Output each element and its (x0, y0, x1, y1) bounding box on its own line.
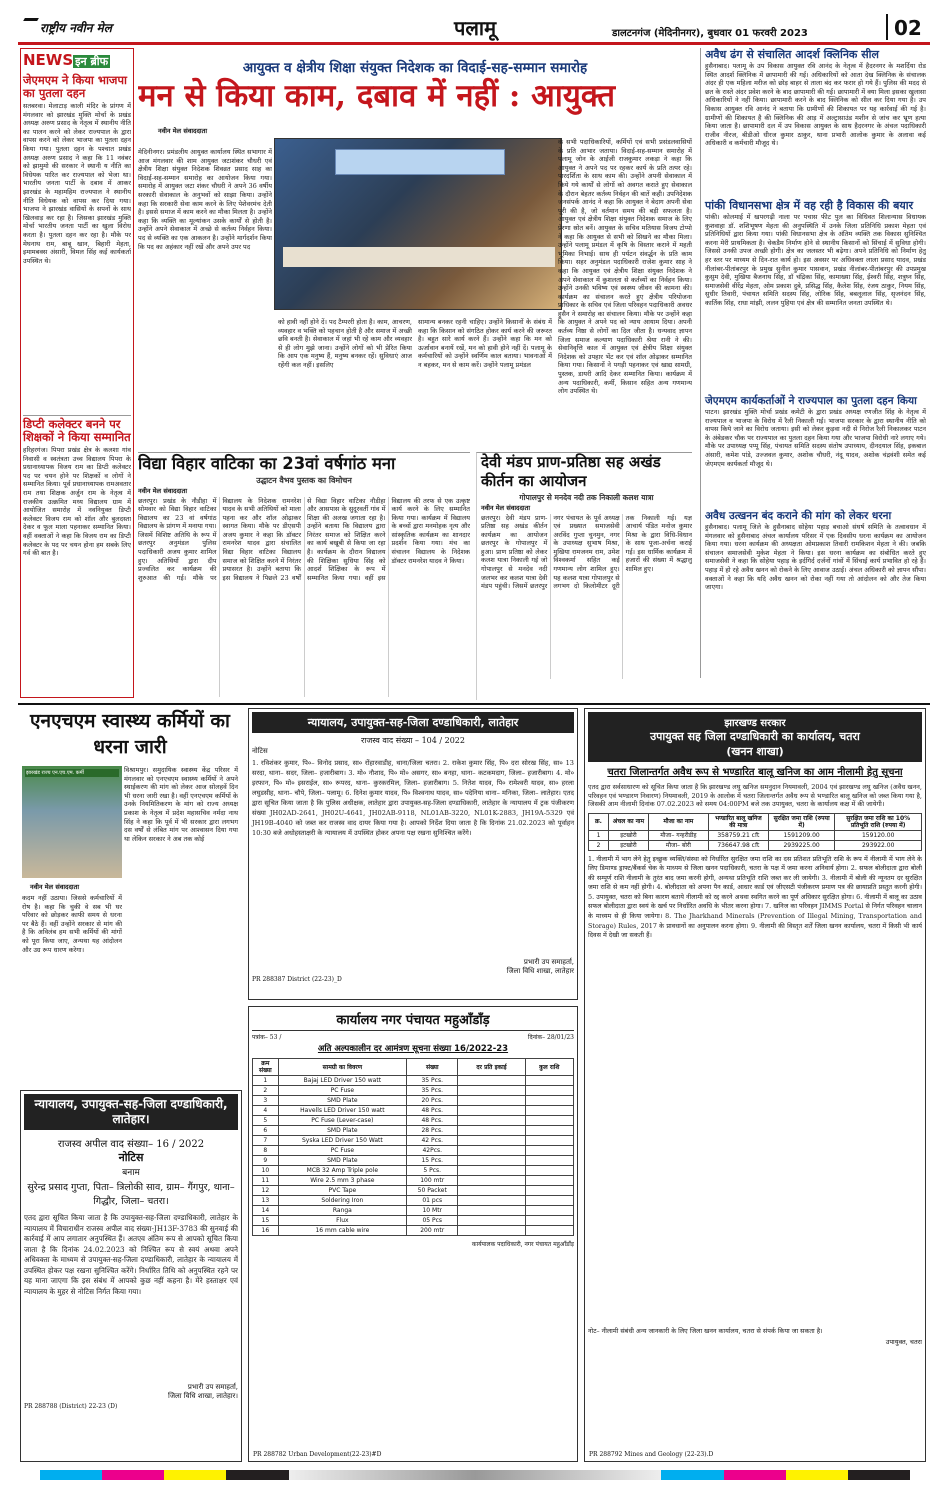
chatra-col-0: क्र. (589, 813, 609, 830)
lead-body (138, 138, 692, 444)
tender-item-cell: MCB 32 Amp Triple pole (278, 1166, 406, 1176)
devi-byline: नवीन मेल संवाददाता (481, 504, 530, 512)
tender-item-cell: 05 Pcs (407, 1216, 458, 1226)
tender-item-cell: 35 Pcs. (407, 1076, 458, 1086)
header-rule (18, 42, 930, 45)
tender-item-cell: 28 Pcs. (407, 1126, 458, 1136)
tender-item-cell: 13 (253, 1196, 279, 1206)
devi-body: छतरपुर। देवी मंडप प्राण-प्रतिष्ठा सह अखंड कीर्तन कार्यक्रम का आयोजन छतरपुर के गोपालपुर में हुआ। प्राण प्रतिष्ठा को लेकर कलश यात्रा निकाली गई जो गोपालपुर से मनदेव नदी जलभर कर कलश यात्रा देवी मंडप पहुंची। जिसमें छतरपुर नगर पंचायत के पूर्व अध्यक्ष एवं प्रख्यात समाजसेवी अरविंद गुप्ता चुनमुन, नगर के उपाध्यक्ष सुभाष मिश्रा, मुखिया रामजनम राम, उमेश विश्वकर्मा सहित कई गणमान्य लोग शामिल हुए। यह कलश यात्रा गोपालपुर से लगभग दो किलोमीटर दूरी तक निकाली गई। यज्ञ आचार्य पंडित मनोज कुमार मिश्रा के द्वारा विधि-विधान के साथ पूजा-अर्चना कराई गई। इस धार्मिक कार्यक्रम में हजारों की संख्या में श्रद्धालु शामिल हुए। (481, 513, 692, 591)
tender-item-cell (458, 1136, 525, 1146)
appeal-notice-label: नोटिस (118, 1151, 144, 1164)
tender-item-cell (458, 1076, 525, 1086)
nhm-byline: नवीन मेल संवाददाता (30, 883, 79, 891)
swatch-gray (289, 1470, 662, 1480)
news-brief-tag (23, 51, 131, 71)
tender-col-total: कुल राशि (525, 1059, 573, 1076)
brief-tag: इन ब्रीफ (75, 55, 109, 68)
revenue-notice-body: 1. रविशंकर कुमार, पि०– विनोद प्रसाद, सा० रोंहारवाडीह, थाना/जिला चतरा। 2. राकेश कुमार सिंह, पि० दरा सोरख सिंह, सा० 13 सरदा, थाना– सदर, जिला– हजारीबाग। 3. मो० नौशाद, पि० मो० असगर, सा० बनहा, थाना– कटकमदाग, जिला– हजारीबाग। 4. मो० इरफान, पि० मो० इसराईल, सा० रूपरद, थाना– कुरकरमिल, जिला– हजारीबाग। 5. नितेश यादव, पि० रामेश्वरी यादव, सा० हरला लघुडसीह, थाना– चौपे, जिला– पलामू। 6. दिनेश कुमार यादव, पि० विश्वनाथ यादव, सा० पदेनिया थाना– मनिका, जिला– लातेहार। एतद द्वारा सूचित किया जाता है कि पुलिस अधीक्षक, लातेहार द्वारा उपायुक्त-सह-जिला दण्डाधिकारी, लातेहार के न्यायालय में ट्रक पंजीकरण संख्या JH02AD-2641, JH02U-4641, JH02AB-9118, NL01AB-3220, NL01K-2883, JH19A-5329 एवं JH19B-4040 को जब्त कर राजस्व वाद दायर किया गया है। आपको निर्देश दिया जाता है कि दिनांक 21.02.2023 को पूर्वाहन 10:30 बजे अधोहस्ताक्षरी के न्यायालय में उपस्थित होकर अपना पक्ष रखना सुनिश्चित करेंगे। (252, 759, 574, 837)
tender-item-cell: 200 mtr (407, 1226, 458, 1236)
tender-item-cell (525, 1176, 573, 1186)
appeal-party: सुरेन्द्र प्रसाद गुप्ता, पिता– त्रिलोकी साव, ग्राम– गैंगपुर, थाना– गिद्धौर, जिला– चतरा। (27, 1182, 235, 1207)
lead-body-column: को हावी नहीं होने दें। पद टैम्पररी होता है। काम, आचरण, व्यवहार व भक्ति को पहचान होती है और समाज में अच्छी छवि बनती है। सेवाकाल में जहां भी रहे काम और व्यवहार से ही लोग मुझे जाना। उन्होंने लोगों को भी प्रेरित किया कि आप एक मनुष्य हैं, मनुष्य बनकर रहें। सुविधाएं आज रहेंगी कल नहीं। इसलिए (278, 318, 412, 369)
chatra-office: उपायुक्त सह जिला दण्डाधिकारी का कार्यालय, चतरा (650, 730, 860, 743)
chatra-lot-cell: इटखोरी (608, 830, 648, 840)
chatra-lot-cell: 293922.00 (835, 840, 922, 850)
tender-item-cell (458, 1166, 525, 1176)
tender-col-qty: संख्या (407, 1059, 458, 1076)
revenue-sign-2: जिला विधि शाखा, लातेहार (506, 967, 574, 975)
appeal-case-number: राजस्व अपील वाद संख्या– 16 / 2022 (57, 1139, 205, 1150)
tender-item-row (253, 1116, 574, 1126)
tender-item-cell: 16 (253, 1226, 279, 1236)
right-headline-1: अवैध ढंग से संचालित आदर्श क्लिनिक सील (705, 48, 879, 61)
swatch-yellow (164, 1470, 226, 1480)
tender-item-cell: Soldering Iron (278, 1196, 406, 1206)
tender-table-header (253, 1059, 574, 1076)
tender-item-cell: PC Fuse (278, 1086, 406, 1096)
tender-item-cell: 10 (253, 1166, 279, 1176)
right-headline-3: जेएमएम कार्यकर्ताओं ने राज्यपाल का पुतला दहन किया (705, 395, 917, 407)
dateline: डालटनगंज (मेदिनीनगर), बुधवार 01 फरवरी 2023 (612, 28, 808, 39)
revenue-notice-label: नोटिस (252, 747, 268, 755)
tender-item-cell (458, 1106, 525, 1116)
devi-headline: देवी मंडप प्राण-प्रतिष्ठा सह अखंड कीर्तन का आयोजन (481, 453, 661, 490)
tender-heading: अति अल्पकालीन दर आमंत्रण सूचना संख्या 16/2022-23 (317, 1044, 509, 1054)
header-divider (886, 14, 888, 40)
tender-item-cell: 1 (253, 1076, 279, 1086)
tender-item-cell (525, 1126, 573, 1136)
tender-item-cell: 20 Pcs. (407, 1096, 458, 1106)
latehar-revenue-notice (248, 708, 578, 1000)
brief-body-2: हरिहरगंज। पिपरा प्रखंड क्षेत्र के कलशा गांव निवासी व स्वतंत्रता उच्च विद्यालय पिपरा के प्रधानाध्यापक विजय राम का डिप्टी कलेक्टर पद पर चयन होने पर शिक्षकों व लोगों ने सम्मानित किया। पूर्व प्रधानाध्यापक रामअवतार राम तथा शिक्षक अर्जुन राम के नेतृत्व में राजकीय उत्क्रमित मध्य विद्यालय ग्राम में आयोजित समारोह में नवनियुक्त डिप्टी कलेक्टर विजय राम को शॉल और बुलदस्ता देकर व फूल माला पहनाकर सम्मानित किया। वहीं वक्ताओं ने कहा कि विजय राम का डिप्टी कलेक्टर के पद पर चयन होना हम सबके लिए गर्व की बात है। (23, 446, 131, 558)
tender-item-cell (525, 1076, 573, 1086)
tender-item-cell: 48 Pcs. (407, 1116, 458, 1126)
tender-patrank: पत्रांक– 53 / (252, 1034, 282, 1041)
brief-headline-2: डिप्टी कलेक्टर बनने पर शिक्षकों ने किया सम्मानित (23, 417, 131, 444)
tender-item-cell: 4 (253, 1106, 279, 1116)
tender-item-cell: 48 Pcs. (407, 1106, 458, 1116)
chatra-intro: एतद द्वारा सर्वसाधारण को सूचित किया जाता है कि झारखण्ड लघु खनिज समनुदान नियमावली, 2004 एवं झारखण्ड लघु खनिज (अवैध खनन, परिवहन एवं भण्डारण निवारण) नियमावली, 2019 के आलोक में चतरा जिलान्तर्गत अवैध रूप से भण्डारित बालू खनिज को जब्त किया गया है, जिसकी आम नीलामी दिनांक 07.02.2023 को समय 04:00PM बजे तक उपायुक्त, चतरा के कार्यालय कक्ष में की जायेगी। (588, 783, 922, 808)
tender-item-cell: PC Fuse (278, 1146, 406, 1156)
chatra-col-2: मौजा का नाम (648, 813, 708, 830)
tender-item-cell: 2 (253, 1086, 279, 1096)
tender-item-cell (525, 1146, 573, 1156)
tender-item-cell: 5 (253, 1116, 279, 1126)
tender-item-cell: Bajaj LED Driver 150 watt (278, 1076, 406, 1086)
revenue-sign-1: प्रभारी उप समाहर्ता, (523, 958, 574, 966)
tender-item-cell (525, 1106, 573, 1116)
nhm-protest-photo (22, 766, 122, 878)
tender-item-cell: 10 Mtr (407, 1206, 458, 1216)
tender-item-cell (458, 1196, 525, 1206)
tender-item-cell (458, 1086, 525, 1096)
tender-item-cell (458, 1126, 525, 1136)
tender-item-row (253, 1136, 574, 1146)
tender-item-row (253, 1186, 574, 1196)
chatra-govt: झारखण्ड सरकार (724, 718, 786, 729)
tender-ref-row (252, 1033, 574, 1041)
chatra-sign: उपायुक्त, चतरा (885, 1338, 922, 1347)
tender-date: दिनांक– 28/01/23 (527, 1034, 574, 1041)
tender-col-item: सामग्री का विवरण (278, 1059, 406, 1076)
chatra-lot-cell: 358759.21 cft (708, 830, 768, 840)
tender-item-cell: 9 (253, 1156, 279, 1166)
tender-item-cell (458, 1156, 525, 1166)
news-tag: NEWS (23, 51, 74, 69)
right-headline-2: पांकी विधानसभा क्षेत्र में वह रही है विकास की बयार (705, 199, 914, 212)
tender-item-cell: 01 pcs (407, 1196, 458, 1206)
nhm-story (20, 708, 240, 1086)
tender-item-cell: 42Pcs. (407, 1146, 458, 1156)
tender-office-title: कार्यालय नगर पंचायत महुआँडाँड़ (252, 1010, 574, 1031)
tender-item-cell: 11 (253, 1176, 279, 1186)
tender-item-cell: 35 Pcs. (407, 1086, 458, 1096)
tender-item-cell: SMD Plate (278, 1156, 406, 1166)
chatra-lot-cell: 736647.98 cft (708, 840, 768, 850)
chatra-col-5: सुरक्षित जमा राशि का 10% प्रतिभूति राशि (रुपया में) (835, 813, 922, 830)
tender-item-cell: 50 Packet (407, 1186, 458, 1196)
tender-sign: कार्यपालक पदाधिकारी, नगर पंचायत महुआँडाँड़ (471, 1241, 574, 1248)
lead-kicker: आयुक्त व क्षेत्रीय शिक्षा संयुक्त निदेशक का विदाई-सह-सम्मान समारोह (242, 60, 588, 76)
tender-item-row (253, 1086, 574, 1096)
tender-item-cell: 12 (253, 1186, 279, 1196)
tender-item-cell: 16 mm cable wire (278, 1226, 406, 1236)
lead-byline: नवीन मेल संवाददाता (158, 127, 207, 135)
nhm-body: विश्रामपुर। समुदायिक स्वास्थ्य केंद्र परिसर में मंगलवार को एनएचएम स्वास्थ्य कर्मियों ने अपने स्थाईकरण की मांग को लेकर आज सोलहवें दिन भी धरना जारी रखा है। वहीं एनएचएम कर्मियों के उनके नियमितिकरण के मांग को राज्य अध्यक्ष प्रकाश के नेतृत्व में प्रदेश महासचिव नर्मदा नाथ सिंह ने कहा कि पूर्व में भी सरकार द्वारा लगभग दस वर्षों से लंबित मांग पर आश्वासन दिया गया था लेकिन सरकार ने अब तक कोई (124, 766, 238, 843)
chatra-table-header (589, 813, 922, 830)
tender-item-cell: Wire 2.5 mm 3 phase (278, 1176, 406, 1186)
tender-item-cell (525, 1196, 573, 1206)
right-headline-4: अवैध उत्खनन बंद कराने की मांग को लेकर धरना (705, 510, 892, 522)
tender-item-cell: PVC Tape (278, 1186, 406, 1196)
chatra-lot-cell: 159120.00 (835, 830, 922, 840)
appeal-body: एतद द्वारा सूचित किया जाता है कि उपायुक्त-सह-जिला दण्डाधिकारी, लातेहार के न्यायालय में विचाराधीन राजस्व अपील वाद संख्या-JH13F-3783 की सुनवाई की कार्रवाई में आप लगातार अनुपस्थित हैं। अतएव अंतिम रूप से आपको सूचित किया जाता है कि दिनांक 24.02.2023 को निश्चित रूप से स्वयं अथवा अपने अधिवक्ता के माध्यम से उपायुक्त-सह-जिला दण्डाधिकारी, लातेहार के न्यायालय में उपस्थित होकर पक्ष रखना सुनिश्चित करेंगे। निर्धारित तिथि को अनुपस्थित रहने पर यह माना जाएगा कि इस संबंध में आपको कुछ नहीं कहना है। मेरे हस्ताक्षर एवं न्यायालय के मुहर से नोटिस निर्गत किया गया। (24, 1213, 238, 1296)
chatra-title: चतरा जिलान्तर्गत अवैध रूप से भण्डारित बालू खनिज का आम नीलामी हेतु सूचना (607, 767, 903, 778)
lead-body-column: मेदिनीनगर। प्रमंडलीय आयुक्त कार्यालय स्थित सभागार में आज मंगलवार की शाम आयुक्त जटाशंकर चौधरी एवं क्षेत्रीय शिक्षा संयुक्त निदेशक शिवव्रत प्रसाद साह का विदाई-सह-सम्मान समारोह का आयोजन किया गया। समारोह में आयुक्त जटा शंकर चौधरी ने अपने 36 वर्षीय सरकारी सेवाकाल के अनुभवों को साझा किया। उन्होंने कहा कि सरकारी सेवा काम करने के लिए पेशेवरमंच देती है। इससे समाज में काम करने का मौका मिलता है। उन्होंने कहा कि व्यक्ति का मूल्यांकन उसके कार्यों से होती है। उन्होंने अपने सेवाकाल में अच्छे से कर्तव्य निर्वहन किया। पद से व्यक्ति का एक आकलन है। उन्होंने मार्गदर्शन किया कि पद का अहंकार नहीं रखें और अपने उपर पद (138, 148, 272, 251)
tender-item-cell: 7 (253, 1136, 279, 1146)
swatch-black-2 (848, 1470, 910, 1480)
tender-item-cell (525, 1226, 573, 1236)
revenue-case-number: राजस्व वाद संख्या – 104 / 2022 (361, 736, 465, 745)
tender-item-row (253, 1096, 574, 1106)
lead-headline: मन से किया काम, दबाव में नहीं : आयुक्त (138, 78, 616, 114)
tender-item-row (253, 1106, 574, 1116)
right-body-3: पाटन। झारखंड मुक्ति मोर्चा प्रखंड कमेटी के द्वारा प्रखंड अध्यक्ष रणजीत सिंह के नेतृत्व में राज्यपाल व भाजपा के विरोध में रैली निकाली गई। भाजपा सरकार के द्वारा स्थानीय नीति को वापस किये जाने का विरोध जताया। इसी को लेकर कुड़वा नदी से निरोज रैली निकालकर पाटन के अंबेडकर चौक पर राज्यपाल का पुतला दहन किया गया और भाजपा विरोधी नारे लगाए गये। मौके पर उपाध्यक्ष पप्पू सिंह, पंचायत समिति सदस्य संतोष उपाध्याय, दीनदयाल सिंह, इकबाल अंसारी, कमेश पांडे, उज्जवल कुमार, अशोक चौधरी, नंदू यादव, अशोक चंद्रवंशी समेत कई जेएमएम कार्यकर्ता मौजूद थे। (705, 408, 926, 468)
chatra-note: नोट– नीलामी संबंधी अन्य जानकारी के लिए जिला खनन कार्यालय, चतरा से संपर्क किया जा सकता है। (588, 1326, 823, 1335)
chatra-lot-cell: 2 (589, 840, 609, 850)
tender-item-cell (458, 1206, 525, 1216)
city-heading: पलामू (454, 16, 497, 40)
chatra-lot-cell: इटखोरी (608, 840, 648, 850)
chatra-terms: 1. नीलामी में भाग लेने हेतु इच्छुक व्यक्ति/संस्था को निर्धारित सुरक्षित जमा राशि का दस प्रतिशत प्रतिभूति राशि के रूप में नीलामी में भाग लेने के लिए डिमाण्ड ड्राफ्ट/बैंकर्स चेक के माध्यम से जिला खनन पदाधिकारी, चतरा के पक्ष में जमा करना अनिवार्य होगा। 2. सफल बोलीदाता द्वारा बोली की सम्पूर्ण राशि नीलामी के तुरंत बाद जमा करनी होगी, अन्यथा प्रतिभूति राशि जब्त कर ली जायेगी। 3. नीलामी में बोली की न्यूनतम दर सुरक्षित जमा राशि से कम नहीं होगी। 4. बोलीदाता को अपना पैन कार्ड, आधार कार्ड एवं जीएसटी पंजीकरण प्रमाण पत्र की छायाप्रति प्रस्तुत करनी होगी। 5. उपायुक्त, चतरा को बिना कारण बताये नीलामी को रद्द करने अथवा स्थगित करने का पूर्ण अधिकार सुरक्षित होगा। 6. नीलामी में बालू का उठाव सफल बोलीदाता द्वारा स्वयं के खर्च पर निर्धारित अवधि के भीतर करना होगा। 7. खनिज का परिवहन JIMMS Portal से निर्गत परिवहन चालान के माध्यम से ही किया जायेगा। 8. The Jharkhand Minerals (Prevention of Illegal Mining, Transportation and Storage) Rules, 2017 के प्रावधानों का अनुपालन करना होगा। 9. नीलामी की विस्तृत शर्तें जिला खनन कार्यालय, चतरा में किसी भी कार्य दिवस में देखी जा सकती हैं। (588, 854, 922, 940)
vidya-body: छतरपुर। प्रखंड के नौडीहा में सोमवार को विद्या विहार वाटिका विद्यालय का 23 वां वर्षगांठ विद्यालय के प्रांगण में मनाया गया। जिसमें विशिष्ट अतिथि के रूप में छतरपुर अनुमंडल पुलिस पदाधिकारी अजय कुमार शामिल हुए। अतिथियों द्वारा दीप प्रज्वलित कर कार्यक्रम की शुरुआत की गई। मौके पर विद्यालय के निदेशक रामनरेश यादव के सभी अतिथियों को माला पहना कर और शॉल ओढ़ाकर स्वागत किया। मौके पर डीएसपी अजय कुमार ने कहा कि डॉक्टर रामनरेश यादव द्वारा संचालित विद्या विहार वाटिका विद्यालय समाज को शिक्षित करने में निरंतर प्रयासरत है। उन्होंने बताया कि इस विद्यालय ने पिछले 23 वर्षों से विद्या विहार वाटिका नौडीहा और आसपास के सुदूरवर्ती गांव में शिक्षा की अलख जगाता रहा है। उन्होंने बताया कि विद्यालय द्वारा निरंतर समाज को शिक्षित करने का कार्य बखूबी से किया जा रहा है। कार्यक्रम के दौरान विद्यालय की शिक्षिका सुधिया सिंह को आदर्श शिक्षिका के रूप में सम्मानित किया गया। वहीं इस विद्यालय की तरफ से एक उत्कृष्ट कार्य करने के लिए सम्मानित किया गया। कार्यक्रम में विद्यालय के बच्चों द्वारा मनमोहक नृत्य और सांस्कृतिक कार्यक्रम का शानदार प्रदर्शन किया गया। मंच का संचालन विद्यालय के निदेशक डॉक्टर रामनरेश यादव ने किया। (138, 496, 470, 582)
chatra-pr-code: PR 288792 Mines and Geology (22-23).D (589, 1451, 714, 1458)
swatch-magenta-2 (724, 1470, 786, 1480)
tender-item-row (253, 1156, 574, 1166)
chatra-branch: (खनन शाखा) (726, 745, 784, 758)
tender-item-cell: 5 Pcs. (407, 1166, 458, 1176)
chatra-lot-cell: मौजा– बोरी (648, 840, 708, 850)
appeal-banam: बनाम (122, 1168, 140, 1178)
mahuadanr-tender (248, 1006, 578, 1462)
tender-item-cell: 15 Pcs. (407, 1156, 458, 1166)
chatra-auction-notice (584, 708, 926, 1462)
appeal-sign-2: जिला विधि शाखा, लातेहार। (168, 1392, 238, 1400)
swatch-cyan (40, 1470, 102, 1480)
tender-col-sn: क्रम संख्या (253, 1059, 279, 1076)
vidya-vihar-story (138, 452, 470, 700)
masthead (18, 10, 930, 44)
chatra-col-3: भण्डारित बालू खनिज की मात्रा (708, 813, 768, 830)
appeal-pr-code: PR 288788 (District) 22-23 (D) (24, 1403, 118, 1410)
chatra-lot-cell: मौजा– गन्हरीडीह (648, 830, 708, 840)
tender-pr-code: PR 288782 Urban Development(22-23)#D (253, 1451, 382, 1458)
tender-item-cell (525, 1186, 573, 1196)
tender-item-cell: PC Fuse (Lever-case) (278, 1116, 406, 1126)
vidya-subhead: उद्घाटन वैभव पुस्तक का विमोचन (256, 476, 352, 485)
lead-body-column: के सभी पदाधिकारियों, कर्मियों एवं सभी प्रसंडलवासियों के प्रति आभार जताया। विदाई-सह-सम्मान समारोह में पलामू जोन के आईजी राजकुमार लकड़ा ने कहा कि आयुक्त ने अपने पद पर रहकर कार्य के प्रति तत्पर रहे। पारदर्शिता के साथ काम की। उन्होंने अपनी सेवाकाल में किये गये कार्यों से लोगों को अवगत कराते हुए सेवाकाल के दौरान बेहतर कर्तव्य निर्वहन की बातें कही। उपनिदेशक जनसंपर्क आनंद ने कहा कि आयुक्त ने बेदाग अपनी सेवा पूरी की है, जो वर्तमान समय की बड़ी सफलता है। आयुक्त एवं क्षेत्रीय शिक्षा संयुक्त निदेशक समाज के लिए प्रेरणा स्रोत बनें। आयुक्त के सचिव मतियास विजय टोप्पो ने कहा कि आयुक्त से सभी को सिखने का मौका मिला। उन्होंने पलामू प्रमंडल में कृषि के विस्तार कराने में महती भूमिका निभाई। साथ ही पर्यटन संवर्द्धन के प्रति काम किया। सहर अनुमंडल पदाधिकारी राजेश कुमार साह ने कहा कि आयुक्त एवं क्षेत्रीय शिक्षा संयुक्त निदेशक ने अपने सेवाकाल में कुशलता से कर्तव्यों का निर्वहन किया। उन्होंने उनकी भविष्य एवं स्वस्थ्य जीवन की कामना की। कार्यक्रम का संचालन करते हुए क्षेत्रीय परियोजना प्राधिकार के सचिव एवं जिला परिवहन पदाधिकारी अवधर हुसैन ने समारोह का संचालन किया। मौके पर उन्होंने कहा कि आयुक्त ने अपने पद को न्याय आयाम दिया। अपनी कर्तव्य निष्ठा से लोगों का दिल जीता है। धन्यवाद ज्ञापन जिला समाज कल्याण पदाधिकारी श्रेया रानी ने की। सेवानिवृत्ति काल में आयुक्त एवं क्षेत्रीय शिक्षा संयुक्त निदेशक को उपहार भेंट कर एवं शॉल ओढ़ाकर सम्मानित किया गया। किसानों ने पगड़ी पहनाकर एवं खाद्य सामग्री, पुस्तक, डायरी आदि देकर सम्मानित किया। कार्यक्रम में अन्य पदाधिकारी, कर्मी, किसान सहित अन्य गणमान्य लोग उपस्थित थे। (558, 138, 692, 396)
tender-item-row (253, 1226, 574, 1236)
tender-item-cell: 100 mtr (407, 1176, 458, 1186)
tender-item-cell: Havells LED Driver 150 watt (278, 1106, 406, 1116)
mid-rule (18, 703, 930, 705)
tender-items-table (252, 1058, 574, 1236)
tender-col-rate: दर प्रति इकाई (458, 1059, 525, 1076)
tender-item-cell: 3 (253, 1096, 279, 1106)
brief-body-1: सतबरवा। मेलाटाड़ काली मंदिर के प्रांगण में मंगलवार को झारखंड मुक्ति मोर्चा के प्रखंड अध्यक्ष अरुण प्रसाद के नेतृत्व में स्थानीय नीति का पालन करने को लेकर राज्यपाल के द्वारा वापस करने को लेकर भाजपा का पुतला दहन किया गया। पुतला दहन के पश्चात प्रखंड अध्यक्ष अरुण प्रसाद ने कहा कि 11 नवंबर को झामुमो की सरकार ने स्थानी य नीति का विधेयक पारित कर राज्यपाल को भेजा था। भारतीय जनता पार्टी के दबाव में आकर झारखंड के महामहिम राज्यपाल ने स्थानीय नीति विधेयक को वापस कर दिया गया। भाजपा ने झारखंड वासियों के सपनों के साथ खिलवाड़ कर रहा है। जिसका झारखंड मुक्ति मोर्चा भारतीय जनता पार्टी का खुला विरोध करता है। पुतला दहन कर रहा है। मौके पर मेघनाथ राम, बाबू खान, बिहारी मेहता, इमामबक्स अंसारी, विमल सिंह कई कार्यकर्ता उपस्थित थे। (23, 102, 131, 265)
tender-item-cell (525, 1136, 573, 1146)
tender-item-cell (525, 1156, 573, 1166)
chatra-col-4: सुरक्षित जमा राशि (रुपया में) (768, 813, 835, 830)
tender-item-cell: SMD Plate (278, 1126, 406, 1136)
revenue-pr-code: PR 288387 District (22-23)_D (252, 976, 342, 983)
nhm-photo-banner: झारखंड राज्य एन.एच.एम. कर्मी (25, 769, 119, 777)
tender-item-cell (458, 1176, 525, 1186)
devi-mandap-story (476, 452, 692, 700)
lead-body-column: सामान्य बनकर रहनी चाहिए। उन्होंने किसानों के संबंध में कहा कि किसान को संगठित होकर कार्य करने की जरूरत है। बहुत सारे कार्य करने हैं। उन्होंने कहा कि मन को ऊर्जावान बनायें रखें, मन को हावी होने नहीं दें। पलामू के कर्मचारियों को उन्होंने स्वर्णिम काल बताया। भावनाओं में न बहकर, मन से काम करें। उन्होंने पलामू प्रमंडल (418, 318, 552, 369)
tender-item-cell (525, 1086, 573, 1096)
lead-story (138, 58, 692, 448)
tender-item-cell: Flux (278, 1216, 406, 1226)
tender-item-row (253, 1076, 574, 1086)
tender-item-cell (525, 1096, 573, 1106)
appeal-notice-title: न्यायालय, उपायुक्त-सह-जिला दण्डाधिकारी, लातेहार। (24, 1094, 238, 1130)
chatra-lot-cell: 1 (589, 830, 609, 840)
chatra-lot-cell: 1591209.00 (768, 830, 835, 840)
chatra-lot-cell: 2939225.00 (768, 840, 835, 850)
right-body-2: पांकी। कोलमाई में खपरगढ़ी नाला पर पचास फीट पुल का विधिवत शिलान्यास विधायक कुशवाहा डॉ. शशिभूषण मेहता की अनुपस्थिति में उनके जिला प्रतिनिधि प्रकाश मेहता एवं प्रतिनिधियों द्वारा किया गया। पांकी विधानसभा क्षेत्र के अंतिम व्यक्ति तक विकास सुनिश्चित करना मेरी प्राथमिकता है। चेकडैम निर्माण होने से स्थानीय किसानों को सिंचाई में सुविधा होगी। जिससे उनकी उपज अच्छी होगी। क्षेत्र का जलस्तर भी बढ़ेगा। अपने प्रतिनिधि को निर्माण हेतु हर स्तर पर माध्यम से दिन-रात कार्य हो। इस अवसर पर अधिवक्ता लाला प्रसाद यादव, प्रखंड नीलांबर-पीतांबरपुर के प्रमुख सुनील कुमार पासवान, प्रखंड नीलांबर-पीतांबरपुर की उपप्रमुख कुसुम देवी, मुखिया बैजनाथ सिंह, डॉ चंद्रिका सिंह, कामाख्या सिंह, ईश्वरी सिंह, शत्रुघ्न सिंह, समाजसेवी वीरेंद्र मेहता, ओम प्रकाश दुबे, प्रसिद्ध सिंह, कैलेश सिंह, रंजय ठाकुर, नियम सिंह, सुधीर तिवारी, पंचायत समिति सदस्य सिंह, लोरिक सिंह, बबलूलाल सिंह, सृजनंदन सिंह, कार्तिक सिंह, राधा मांझी, ललन पुहिया एवं क्षेत्र की सम्मानित जनता उपस्थित थे। (705, 213, 926, 307)
nhm-headline: एनएचएम स्वास्थ्य कर्मियों का धरना जारी (30, 710, 230, 758)
bird-logo-icon (19, 18, 39, 28)
right-body-1: हुसैनाबाद। पलामू के उप विकास आयुक्त रवि आनंद के नेतृत्व में हैदरनगर के मशर्दिया रोड स्थित आदर्श क्लिनिक में छापामारी की गई। अधिकारियों को आता देख क्लिनिक के संचालक अंदर ही एक महिला मरीज को छोड़ बाहर से ताला बंद कर फरार हो गये हैं। पुलिस की मदद से छत के रास्ते अंदर प्रवेश करने के बाद छापामारी की गई। छापामारी में क्या मिला इसका खुलासा अधिकारियों ने नहीं किया। छापामारी करने के बाद क्लिनिक को सील कर दिया गया है। उप विकास आयुक्त रवि आनंद ने बताया कि ग्रामीणों की शिकायत पर यह कार्रवाई की गई है। ग्रामीणों की शिकायत है की क्लिनिक की आड़ में अल्ट्रासाउंड मशीन से जांच कर भ्रूण हत्या किया जाता है। छापामारी दल में उप विकास आयुक्त के साथ हैदरनगर के अंचल पदाधिकारी राजीव नीरज, बीडीओ धीरज कुमार ठाकुर, थाना प्रभारी आलोक कुमार के अलावा कई अधिकारी व कर्मचारी मौजूद थे। (705, 62, 926, 148)
chatra-lot-row (589, 830, 922, 840)
devi-subhead: गोपालपुर से मनदेव नदी तक निकाली कलश यात्रा (519, 493, 654, 502)
color-registration-bar (40, 1470, 910, 1480)
tender-item-cell: 8 (253, 1146, 279, 1156)
tender-item-cell (525, 1116, 573, 1126)
tender-item-row (253, 1216, 574, 1226)
tender-item-cell (458, 1186, 525, 1196)
tender-item-row (253, 1146, 574, 1156)
tender-item-cell: Syska LED Driver 150 Watt (278, 1136, 406, 1146)
chatra-lot-row (589, 840, 922, 850)
tender-item-cell: SMD Plate (278, 1096, 406, 1106)
tender-item-row (253, 1166, 574, 1176)
right-column (700, 48, 926, 678)
chatra-header-block (588, 712, 922, 762)
tender-item-cell (525, 1166, 573, 1176)
tender-item-row (253, 1206, 574, 1216)
tender-item-cell (525, 1206, 573, 1216)
nhm-body-left: कदम नहीं उठाया। जिससे कर्मचारियों में रोष है। कहा कि चुकी वे सब भी घर परिवार को छोड़कर काफी समय से धरना पर बैठे हैं। वहीं उन्होंने सरकार से मांग की है कि अविलंब हम सभी कर्मियों की मांगों को पूरा किया जाए, अन्यथा यह आंदोलन और उग्र रूप धारण करेगा। (22, 894, 122, 954)
news-brief-column (20, 48, 134, 698)
swatch-cyan-2 (661, 1470, 723, 1480)
tender-item-row (253, 1126, 574, 1136)
revenue-notice-title: न्यायालय, उपायुक्त-सह-जिला दण्डाधिकारी, लातेहार (252, 712, 574, 733)
tender-item-cell: 6 (253, 1126, 279, 1136)
tender-item-cell (458, 1226, 525, 1236)
tender-item-row (253, 1196, 574, 1206)
page-number: 02 (894, 16, 922, 40)
right-body-4: हुसैनाबाद। पलामू जिले के हुसैनाबाद सोहेया पहाड़ बचाओ संघर्ष समिति के तत्वावधान में मंगलवार को हुसैनाबाद अंचल कार्यालय परिसर में एक दिवसीय धरना कार्यक्रम का आयोजन किया गया। धरना कार्यक्रम की अध्यक्षता ओमप्रकाश तिवारी रामकिशन मेहता ने की। जबकि संचालन समाजसेवी मुकेश मेहता ने किया। इस धरना कार्यक्रम का संबोधित करते हुए समाजसेवी ने कहा कि सोहेया पहाड़ के इर्दगिर्द दर्जनों गांवों में सिंचाई कार्य प्रभावित हो रहे हैं। पहाड़ में हो रहे अवैध खनन को रोकने के लिए आवाज उठाई। अंचल अधिकारी को ज्ञापन सौंपा। वक्ताओं ने कहा कि यदि अवैध खनन को रोका नहीं गया तो आंदोलन को और तेज किया जाएगा। (705, 523, 926, 592)
vidya-headline: विद्या विहार वाटिका का 23वां वर्षगांठ मना (138, 454, 396, 473)
tender-item-cell (458, 1116, 525, 1126)
newspaper-logo: राष्ट्रीय नवीन मेल (40, 21, 112, 35)
tender-item-cell: Ranga (278, 1206, 406, 1216)
brief-headline-1: जेएमएम ने किया भाजपा का पुतला दहन (23, 73, 127, 100)
swatch-black (226, 1470, 288, 1480)
chatra-col-1: अंचल का नाम (608, 813, 648, 830)
tender-item-cell: 42 Pcs. (407, 1136, 458, 1146)
tender-item-cell (458, 1216, 525, 1226)
tender-item-cell (525, 1216, 573, 1226)
vidya-byline: नवीन मेल संवाददाता (138, 487, 187, 495)
tender-item-cell (458, 1146, 525, 1156)
chatra-lot-table (588, 813, 922, 851)
swatch-magenta (102, 1470, 164, 1480)
appeal-sign-1: प्रभारी उप समाहर्ता, (187, 1383, 238, 1391)
tender-item-cell: 15 (253, 1216, 279, 1226)
tender-item-row (253, 1176, 574, 1186)
tender-item-cell: 14 (253, 1206, 279, 1216)
tender-item-cell (458, 1096, 525, 1106)
latehar-appeal-notice (20, 1090, 242, 1462)
swatch-yellow-2 (786, 1470, 848, 1480)
